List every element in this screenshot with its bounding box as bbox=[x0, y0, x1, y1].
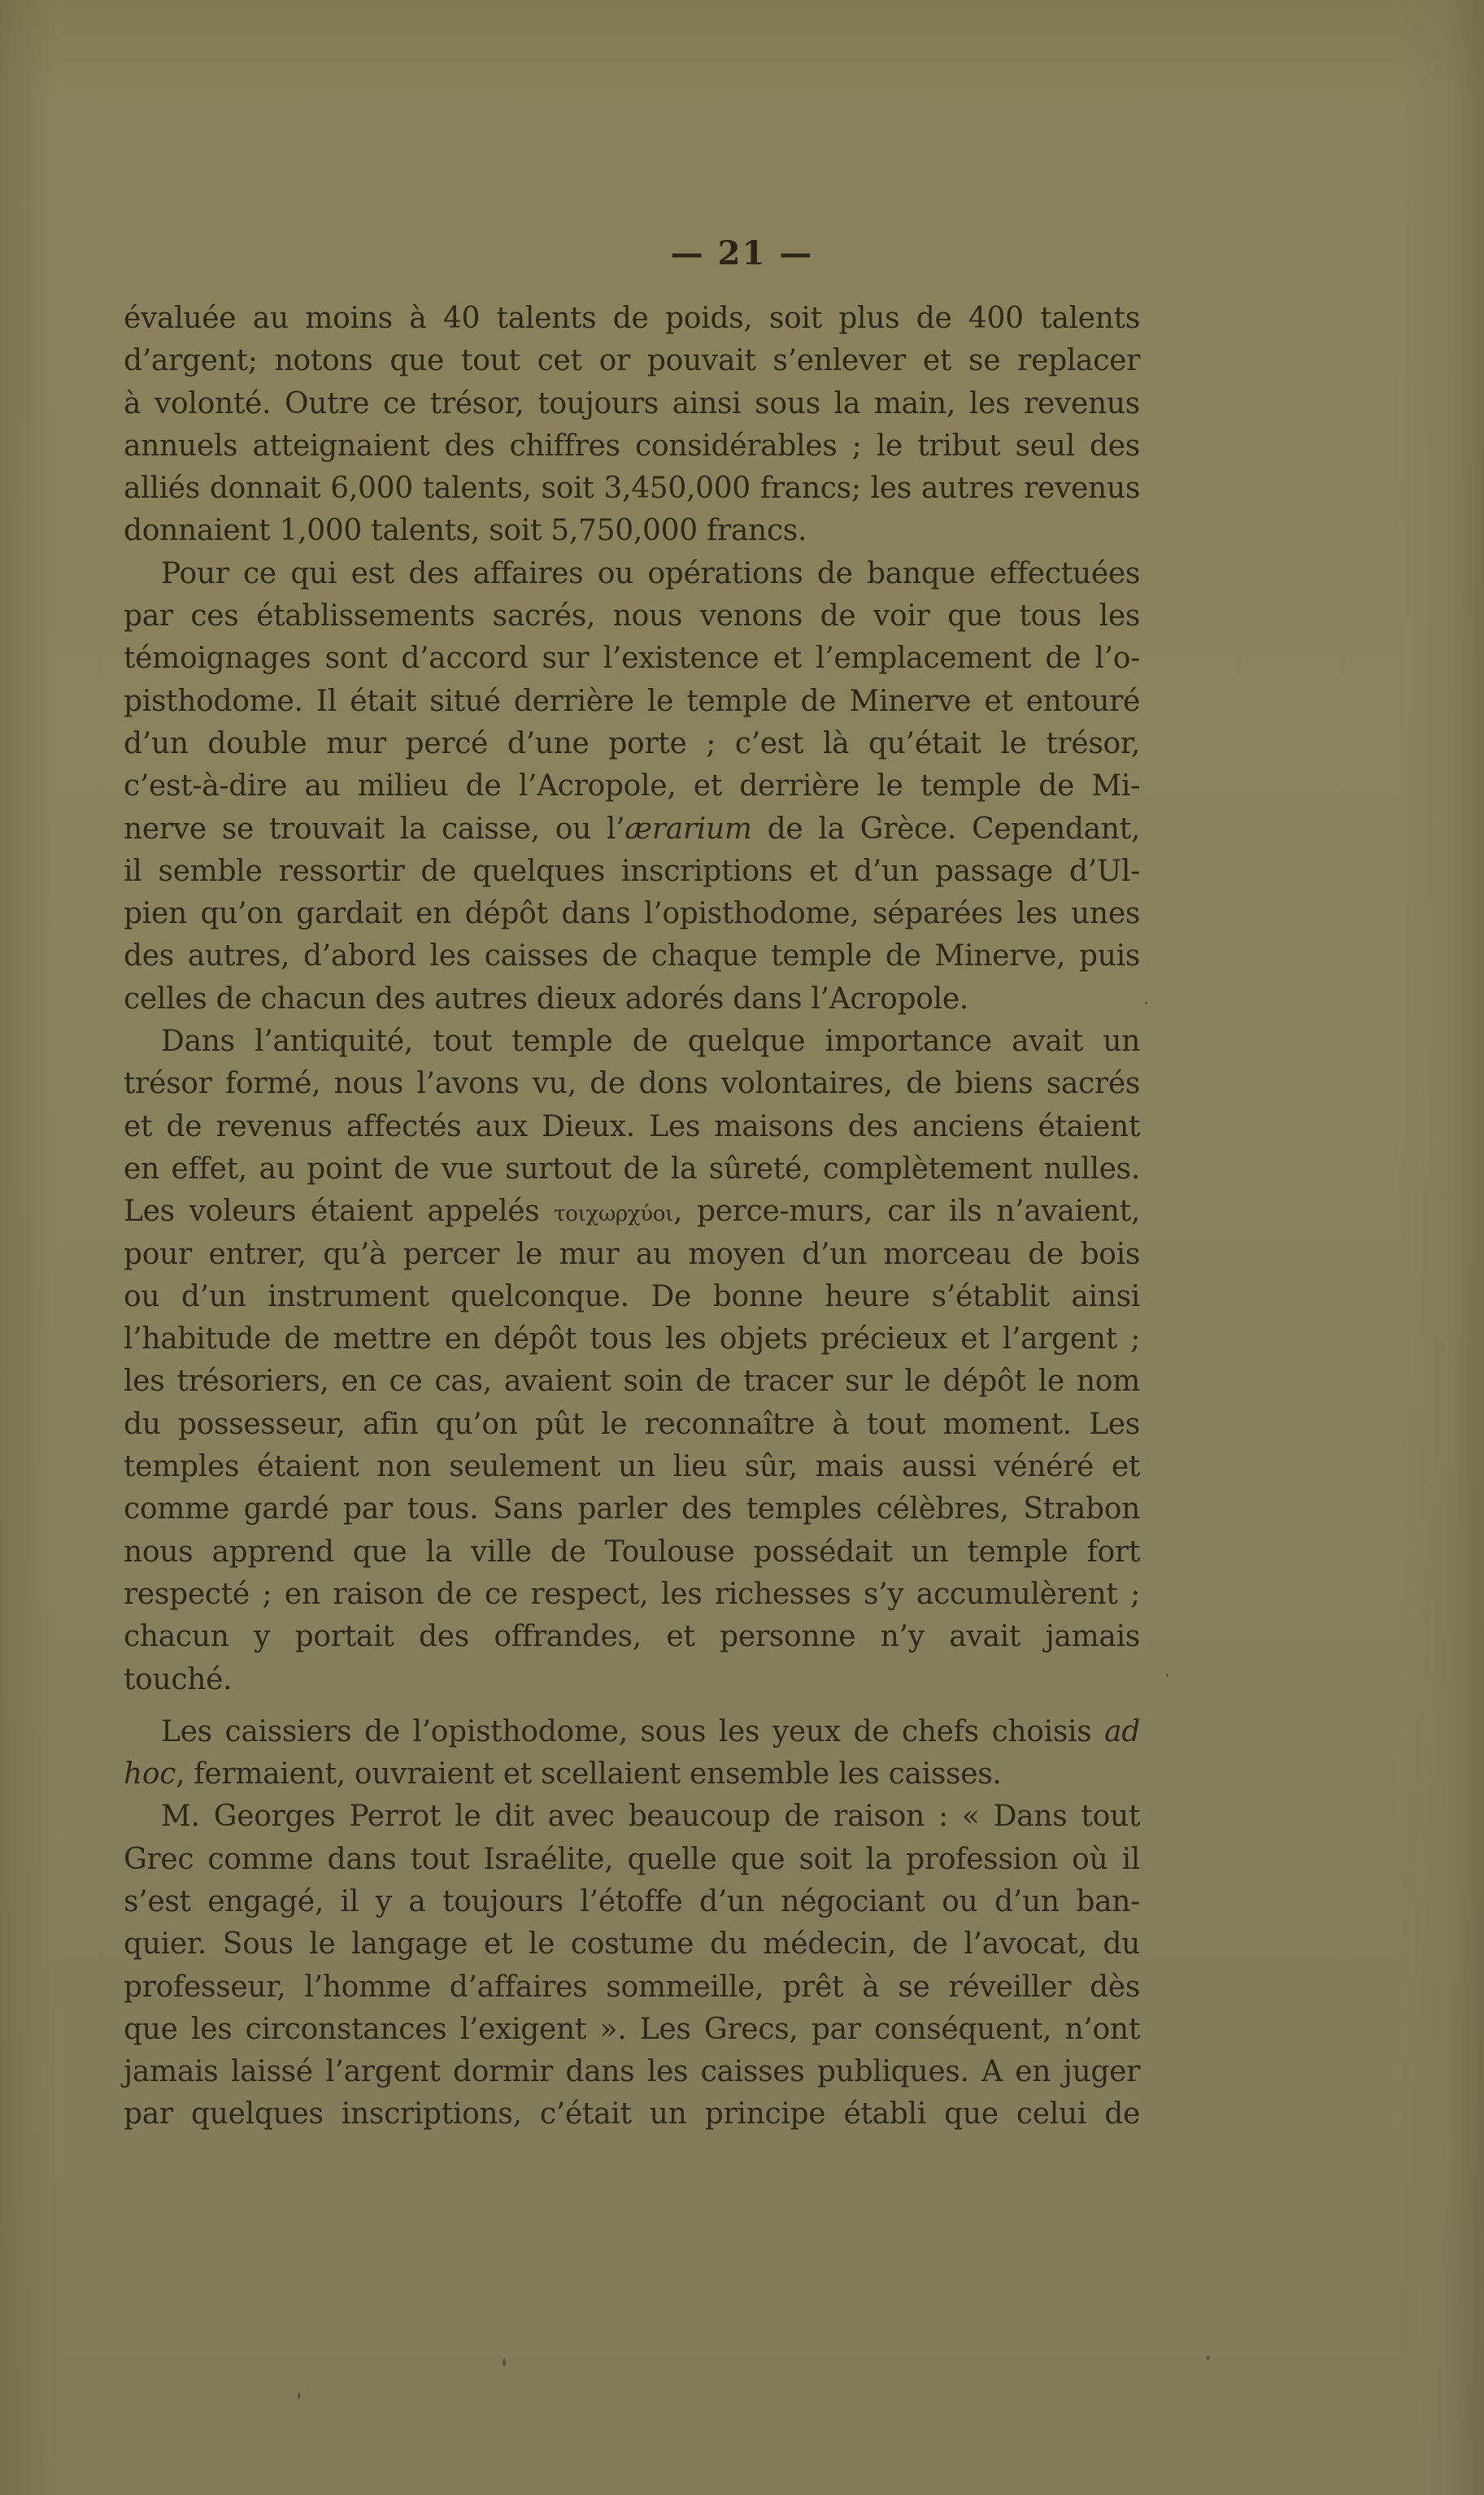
text-line: quier. Sous le langage et le costume du médecin, de l’avocat, du bbox=[124, 1927, 1140, 1962]
paragraph-5 bbox=[124, 1796, 1140, 2136]
paragraph-4 bbox=[124, 1711, 1140, 1796]
text-line: M. Georges Perrot le dit avec beaucoup de raison : « Dans tout bbox=[161, 1800, 1140, 1834]
text-line: et de revenus affectés aux Dieux. Les maisons des anciens étaient bbox=[124, 1109, 1140, 1143]
text-line-with-italic bbox=[124, 1711, 1140, 1753]
text-line: d’un double mur percé d’une porte ; c’est là qu’était le trésor, bbox=[124, 726, 1140, 760]
text-line: touché. bbox=[124, 1662, 233, 1696]
text-line: Pour ce qui est des affaires ou opérations de banque effectuées bbox=[161, 556, 1140, 590]
text-line: ou d’un instrument quelconque. De bonne heure s’établit ainsi bbox=[124, 1279, 1140, 1313]
text-line: annuels atteignaient des chiffres considérables ; le tribut seul des bbox=[124, 429, 1140, 463]
text-line: il semble ressortir de quelques inscriptions et d’un passage d’Ul- bbox=[124, 854, 1140, 888]
text-line: pien qu’on gardait en dépôt dans l’opisthodome, séparées les unes bbox=[124, 897, 1140, 931]
italic-term-ad: ad bbox=[1104, 1714, 1140, 1748]
text-line: trésor formé, nous l’avons vu, de dons volontaires, de biens sacrés bbox=[124, 1067, 1140, 1101]
paragraph-2 bbox=[124, 553, 1140, 1021]
paper-speck bbox=[298, 2393, 300, 2399]
text-line: pour entrer, qu’à percer le mur au moyen d’un morceau de bois bbox=[124, 1237, 1140, 1271]
text-line: du possesseur, afin qu’on pût le reconnaître à tout moment. Les bbox=[124, 1407, 1140, 1441]
text-segment: Les caissiers de l’opisthodome, sous les yeux de chefs choisis bbox=[161, 1714, 1105, 1748]
text-line: jamais laissé l’argent dormir dans les caisses publiques. A en juger bbox=[124, 2055, 1140, 2089]
text-line: s’est engagé, il y a toujours l’étoffe d’un négociant ou d’un ban- bbox=[124, 1884, 1140, 1918]
text-line: c’est-à-dire au milieu de l’Acropole, et derrière le temple de Mi- bbox=[124, 769, 1140, 803]
text-line-with-italic bbox=[124, 808, 1140, 851]
text-segment: , fermaient, ouvraient et scellaient ensemble les caisses. bbox=[176, 1757, 1002, 1792]
text-line: professeur, l’homme d’affaires sommeille, prêt à se réveiller dès bbox=[124, 1970, 1140, 2004]
text-line: que les circonstances l’exigent ». Les Grecs, par conséquent, n’ont bbox=[124, 2012, 1140, 2046]
text-line: témoignages sont d’accord sur l’existence et l’emplacement de l’o- bbox=[124, 642, 1140, 676]
italic-term-hoc: hoc bbox=[124, 1757, 176, 1792]
body-text bbox=[124, 298, 1140, 2136]
paper-speck bbox=[503, 2358, 506, 2367]
text-line: les trésoriers, en ce cas, avaient soin de tracer sur le dépôt le nom bbox=[124, 1365, 1140, 1399]
text-line: donnaient 1,000 talents, soit 5,750,000 francs. bbox=[124, 514, 807, 548]
paragraph-3 bbox=[124, 1021, 1140, 1701]
text-line: pisthodome. Il était situé derrière le temple de Minerve et entouré bbox=[124, 684, 1140, 718]
text-line: par ces établissements sacrés, nous venons de voir que tous les bbox=[124, 599, 1140, 634]
text-line: l’habitude de mettre en dépôt tous les objets précieux et l’argent ; bbox=[124, 1322, 1140, 1356]
text-line: nous apprend que la ville de Toulouse possédait un temple fort bbox=[124, 1535, 1140, 1569]
text-line: par quelques inscriptions, c’était un principe établi que celui de bbox=[124, 2097, 1140, 2131]
text-line: Dans l’antiquité, tout temple de quelque importance avait un bbox=[161, 1025, 1140, 1059]
text-line: à volonté. Outre ce trésor, toujours ainsi sous la main, les revenus bbox=[124, 386, 1140, 420]
paper-speck bbox=[1166, 1674, 1168, 1677]
text-line-with-greek bbox=[124, 1191, 1140, 1233]
text-line: chacun y portait des offrandes, et personne n’y avait jamais bbox=[124, 1620, 1140, 1654]
italic-term-aerarium: ærarium bbox=[624, 812, 752, 846]
text-segment: nerve se trouvait la caisse, ou l’ bbox=[124, 812, 625, 846]
text-line: d’argent; notons que tout cet or pouvait s’enlever et se replacer bbox=[124, 344, 1140, 378]
text-segment: Les voleurs étaient appelés bbox=[124, 1195, 555, 1229]
text-line: temples étaient non seulement un lieu sûr, mais aussi vénéré et bbox=[124, 1450, 1140, 1484]
paper-speck bbox=[1207, 2355, 1209, 2360]
paper-speck bbox=[1145, 1002, 1147, 1004]
text-line: alliés donnait 6,000 talents, soit 3,450,000 francs; les autres revenus bbox=[124, 472, 1140, 506]
text-line: Grec comme dans tout Israélite, quelle que soit la profession où il bbox=[124, 1842, 1140, 1876]
text-segment: de la Grèce. Cependant, bbox=[751, 812, 1140, 846]
paragraph-1 bbox=[124, 298, 1140, 553]
text-segment: , perce-murs, car ils n’avaient, bbox=[673, 1195, 1140, 1229]
paragraph-spacer bbox=[124, 1701, 1140, 1711]
text-line-with-italic bbox=[124, 1753, 1140, 1796]
greek-term: τοιχωρχύοι bbox=[554, 1202, 674, 1227]
text-line: en effet, au point de vue surtout de la sûreté, complètement nulles. bbox=[124, 1152, 1140, 1186]
text-line: évaluée au moins à 40 talents de poids, soit plus de 400 talents bbox=[124, 302, 1140, 335]
text-line: celles de chacun des autres dieux adorés dans l’Acropole. bbox=[124, 982, 969, 1016]
text-line: des autres, d’abord les caisses de chaque temple de Minerve, puis bbox=[124, 939, 1140, 973]
page-number: — 21 — bbox=[670, 234, 814, 272]
text-line: comme gardé par tous. Sans parler des temples célèbres, Strabon bbox=[124, 1492, 1140, 1526]
text-line: respecté ; en raison de ce respect, les richesses s’y accumulèrent ; bbox=[124, 1577, 1140, 1611]
